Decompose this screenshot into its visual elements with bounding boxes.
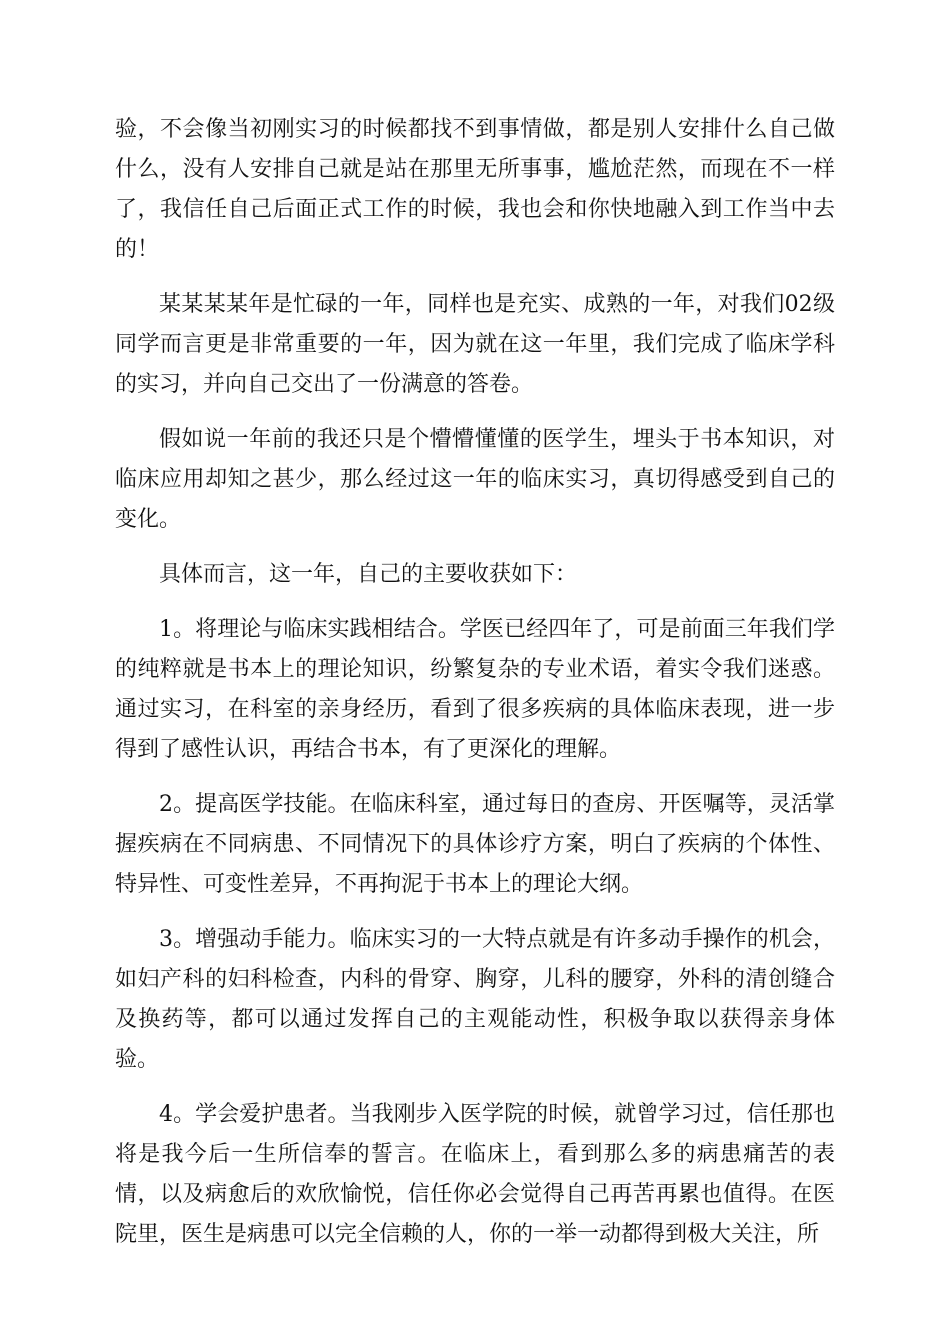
- paragraph-item-2: 2。提高医学技能。在临床科室，通过每日的查房、开医嘱等，灵活掌握疾病在不同病患、不同情况下的具体诊疗方案，明白了疾病的个体性、特异性、可变性差异，不再拘泥于书本上的理论大纲。: [115, 792, 835, 897]
- document-body: [115, 110, 835, 1270]
- paragraph-gains-intro: 具体而言，这一年，自己的主要收获如下：: [159, 562, 578, 587]
- paragraph-change: 假如说一年前的我还只是个懵懵懂懂的医学生，埋头于书本知识，对临床应用却知之甚少，那么经过这一年的临床实习，真切得感受到自己的变化。: [115, 427, 835, 532]
- paragraph-item-3: 3。增强动手能力。临床实习的一大特点就是有许多动手操作的机会，如妇产科的妇科检查，内科的骨穿、胸穿，儿科的腰穿，外科的清创缝合及换药等，都可以通过发挥自己的主观能动性，积极争取以获得亲身体验。: [115, 927, 835, 1072]
- paragraph-item-1: 1。将理论与临床实践相结合。学医已经四年了，可是前面三年我们学的纯粹就是书本上的理论知识，纷繁复杂的专业术语，着实令我们迷惑。通过实习，在科室的亲身经历，看到了很多疾病的具体临床表现，进一步得到了感性认识，再结合书本，有了更深化的理解。: [115, 617, 835, 762]
- paragraph-item-4: 4。学会爱护患者。当我刚步入医学院的时候，就曾学习过，信任那也将是我今后一生所信奉的誓言。在临床上，看到那么多的病患痛苦的表情，以及病愈后的欢欣愉悦，信任你必会觉得自己再苦再累也值得。在医院里，医生是病患可以完全信赖的人，你的一举一动都得到极大关注，所: [115, 1102, 835, 1247]
- paragraph-busy-year: 某某某某年是忙碌的一年，同样也是充实、成熟的一年，对我们02级同学而言更是非常重要的一年，因为就在这一年里，我们完成了临床学科的实习，并向自己交出了一份满意的答卷。: [115, 292, 835, 397]
- paragraph-continuation: 验，不会像当初刚实习的时候都找不到事情做，都是别人安排什么自己做什么，没有人安排自己就是站在那里无所事事，尴尬茫然，而现在不一样了，我信任自己后面正式工作的时候，我也会和你快地融入到工作当中去的！: [115, 117, 835, 262]
